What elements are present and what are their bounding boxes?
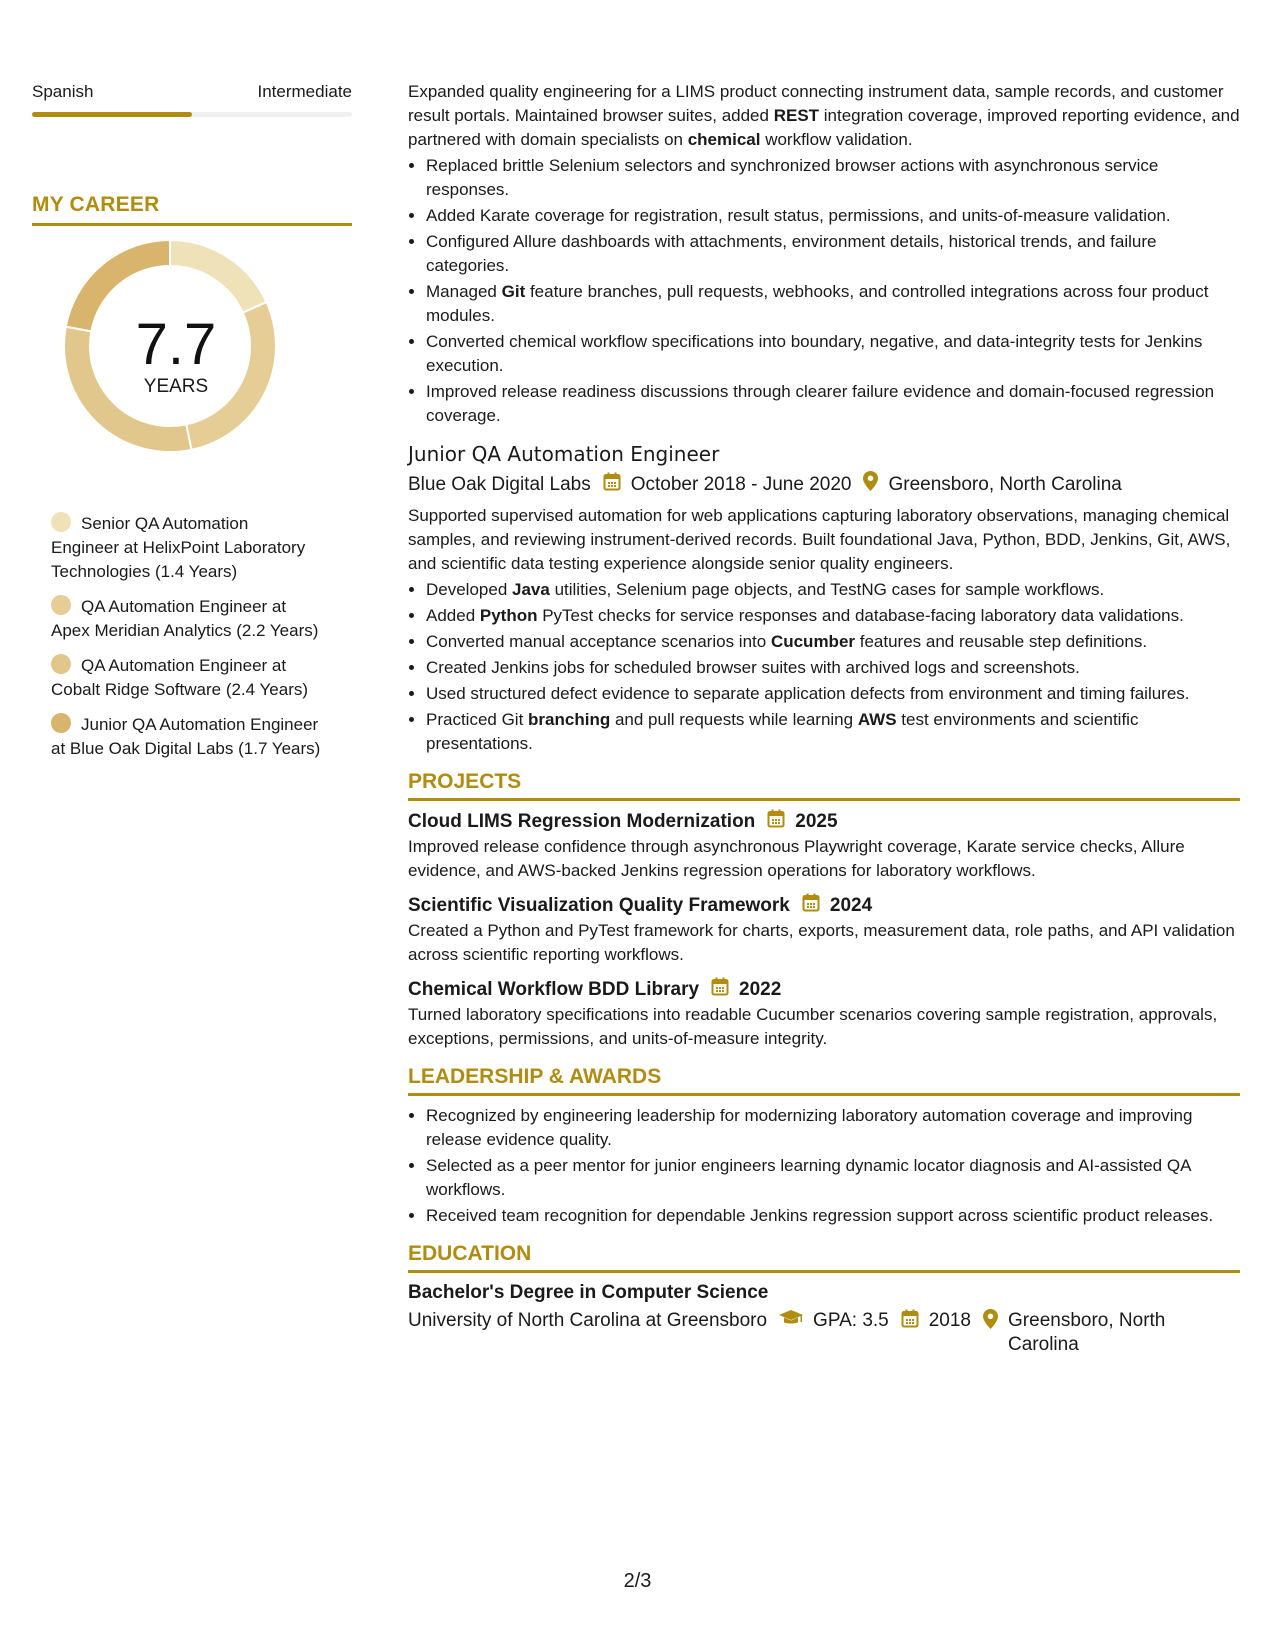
- bullet-item: • Converted chemical workflow specifications into boundary, negative, and data-integrity tests for Jenkins execution.: [426, 330, 1240, 378]
- project-year: 2022: [739, 979, 782, 1000]
- keyword: Python: [479, 606, 538, 625]
- project-item: [408, 893, 1240, 967]
- project-title-row: [408, 893, 1240, 919]
- legend-item: [51, 512, 321, 584]
- career-donut-chart: [32, 240, 352, 500]
- gpa: GPA: 3.5: [813, 1310, 889, 1331]
- job-bullets: [408, 578, 1240, 756]
- legend-dot: [51, 595, 71, 615]
- keyword: Cucumber: [770, 632, 856, 651]
- keyword: chemical: [687, 130, 761, 149]
- legend-label: Junior QA Automation Engineer at Blue Oak Digital Labs (1.7 Years): [51, 715, 321, 758]
- text: Managed: [426, 282, 502, 301]
- job-dates: October 2018 - June 2020: [630, 473, 852, 495]
- bullet-item: • Used structured defect evidence to separate application defects from environment and timing failures.: [426, 682, 1240, 706]
- text: PyTest checks for service responses and database-facing laboratory data validations.: [537, 606, 1184, 625]
- donut-slice: [170, 240, 266, 313]
- bullet-item: • Added Karate coverage for registration, result status, permissions, and units-of-measure validation.: [426, 204, 1240, 228]
- sidebar: [32, 82, 352, 772]
- legend-item: [51, 595, 321, 643]
- bullet-item: • Received team recognition for dependable Jenkins regression support across scientific product releases.: [426, 1204, 1240, 1228]
- project-item: [408, 977, 1240, 1051]
- school-name: University of North Carolina at Greensboro: [408, 1310, 768, 1331]
- job-title: Junior QA Automation Engineer: [408, 442, 720, 466]
- location-pin-icon: [983, 1309, 998, 1336]
- text: utilities, Selenium page objects, and TestNG cases for sample workflows.: [549, 580, 1105, 599]
- bullet-item: [426, 708, 1240, 756]
- project-desc: Improved release confidence through asynchronous Playwright coverage, Karate service checks, Allure evidence, and AWS-backed Jenkins regression operations for laboratory workflows.: [408, 837, 1185, 880]
- project-title: Chemical Workflow BDD Library: [408, 979, 700, 1000]
- language-row: [32, 82, 352, 102]
- project-title-row: [408, 977, 1240, 1003]
- legend-dot: [51, 654, 71, 674]
- donut-center: [32, 312, 320, 398]
- text: integration coverage, improved reporting evidence, and partnered with domain specialists on: [408, 106, 1240, 149]
- leadership-bullets: [408, 1104, 1240, 1228]
- language-proficiency-bar: [32, 112, 352, 117]
- keyword: branching: [528, 710, 611, 729]
- bullet-item: • Configured Allure dashboards with attachments, environment details, historical trends, and failure categories.: [426, 230, 1240, 278]
- project-desc: Created a Python and PyTest framework for charts, exports, measurement data, role paths, and API validation across scientific reporting workflows.: [408, 921, 1235, 964]
- prev-job-summary: [408, 80, 1240, 152]
- total-years-value: 7.7: [135, 312, 217, 377]
- projects-heading: PROJECTS: [408, 770, 1240, 801]
- legend-dot: [51, 512, 71, 532]
- degree-title: Bachelor's Degree in Computer Science: [408, 1282, 769, 1303]
- graduation-cap-icon: [779, 1309, 803, 1334]
- text: Converted manual acceptance scenarios into: [426, 632, 771, 651]
- legend-label: Senior QA Automation Engineer at HelixPoint Laboratory Technologies (1.4 Years): [51, 514, 306, 581]
- graduation-year: 2018: [928, 1310, 972, 1331]
- bullet-item: [426, 280, 1240, 328]
- project-desc: Turned laboratory specifications into readable Cucumber scenarios covering sample registration, approvals, exceptions, permissions, and units-of-measure integrity.: [408, 1005, 1218, 1048]
- calendar-icon: [711, 977, 729, 1003]
- education-heading: EDUCATION: [408, 1242, 1240, 1273]
- legend-item: [51, 654, 321, 702]
- leadership-heading: LEADERSHIP & AWARDS: [408, 1065, 1240, 1096]
- legend-item: [51, 713, 321, 761]
- text: feature branches, pull requests, webhooks, and controlled integrations across four product modules.: [426, 282, 1209, 325]
- calendar-icon: [802, 893, 820, 919]
- calendar-icon: [767, 809, 785, 835]
- total-years-unit: YEARS: [143, 376, 209, 397]
- bullet-item: [426, 604, 1240, 628]
- project-title: Scientific Visualization Quality Framework: [408, 895, 790, 916]
- bullet-item: • Improved release readiness discussions through clearer failure evidence and domain-focused regression coverage.: [426, 380, 1240, 428]
- text: test environments and scientific presentations.: [426, 710, 1139, 753]
- prev-job-bullets: [408, 154, 1240, 428]
- project-title: Cloud LIMS Regression Modernization: [408, 811, 756, 832]
- company-name: Blue Oak Digital Labs: [408, 473, 591, 495]
- location-pin-icon: [863, 471, 878, 498]
- keyword: Java: [512, 580, 550, 599]
- bullet-item: • Created Jenkins jobs for scheduled browser suites with archived logs and screenshots.: [426, 656, 1240, 680]
- school-location: Greensboro, North Carolina: [1008, 1310, 1166, 1355]
- project-item: [408, 809, 1240, 883]
- text: workflow validation.: [760, 130, 913, 149]
- job-meta: [408, 471, 1240, 498]
- bullet-item: [426, 630, 1240, 654]
- project-year: 2024: [829, 895, 873, 916]
- keyword: Git: [501, 282, 526, 301]
- legend-dot: [51, 713, 71, 733]
- text: Practiced Git: [426, 710, 529, 729]
- career-heading: MY CAREER: [32, 193, 352, 226]
- language-name: Spanish: [32, 82, 94, 101]
- education-meta: [408, 1309, 1240, 1357]
- page-number: 2/3: [623, 1570, 652, 1592]
- bullet-item: • Replaced brittle Selenium selectors and synchronized browser actions with asynchronous service responses.: [426, 154, 1240, 202]
- language-level: Intermediate: [257, 82, 352, 101]
- text: Expanded quality engineering for a LIMS product connecting instrument data, sample records, and customer result portals. Maintained browser suites, added: [408, 82, 1224, 125]
- language-proficiency-fill: [32, 112, 192, 117]
- text: features and reusable step definitions.: [855, 632, 1148, 651]
- legend-label: QA Automation Engineer at Apex Meridian Analytics (2.2 Years): [51, 597, 319, 640]
- text: Developed: [426, 580, 513, 599]
- job-location: Greensboro, North Carolina: [888, 473, 1122, 495]
- bullet-item: • Recognized by engineering leadership for modernizing laboratory automation coverage and improving release evidence quality.: [426, 1104, 1240, 1152]
- legend-label: QA Automation Engineer at Cobalt Ridge Software (2.4 Years): [51, 656, 309, 699]
- calendar-icon: [901, 1309, 919, 1335]
- keyword: AWS: [857, 710, 897, 729]
- project-title-row: [408, 809, 1240, 835]
- keyword: REST: [773, 106, 820, 125]
- job-summary: Supported supervised automation for web applications capturing laboratory observations, managing chemical samples, and reviewing instrument-derived records. Built foundational Java, Python, BDD, Jenkins, Git, AWS, and scientific data testing experience alongside senior quality engineers.: [408, 506, 1231, 573]
- text: Added: [426, 606, 480, 625]
- calendar-icon: [603, 472, 621, 498]
- project-year: 2025: [795, 811, 838, 832]
- bullet-item: • Selected as a peer mentor for junior engineers learning dynamic locator diagnosis and AI-assisted QA workflows.: [426, 1154, 1240, 1202]
- text: and pull requests while learning: [610, 710, 858, 729]
- main-content: [408, 80, 1240, 1357]
- bullet-item: [426, 578, 1240, 602]
- career-legend: [32, 512, 321, 761]
